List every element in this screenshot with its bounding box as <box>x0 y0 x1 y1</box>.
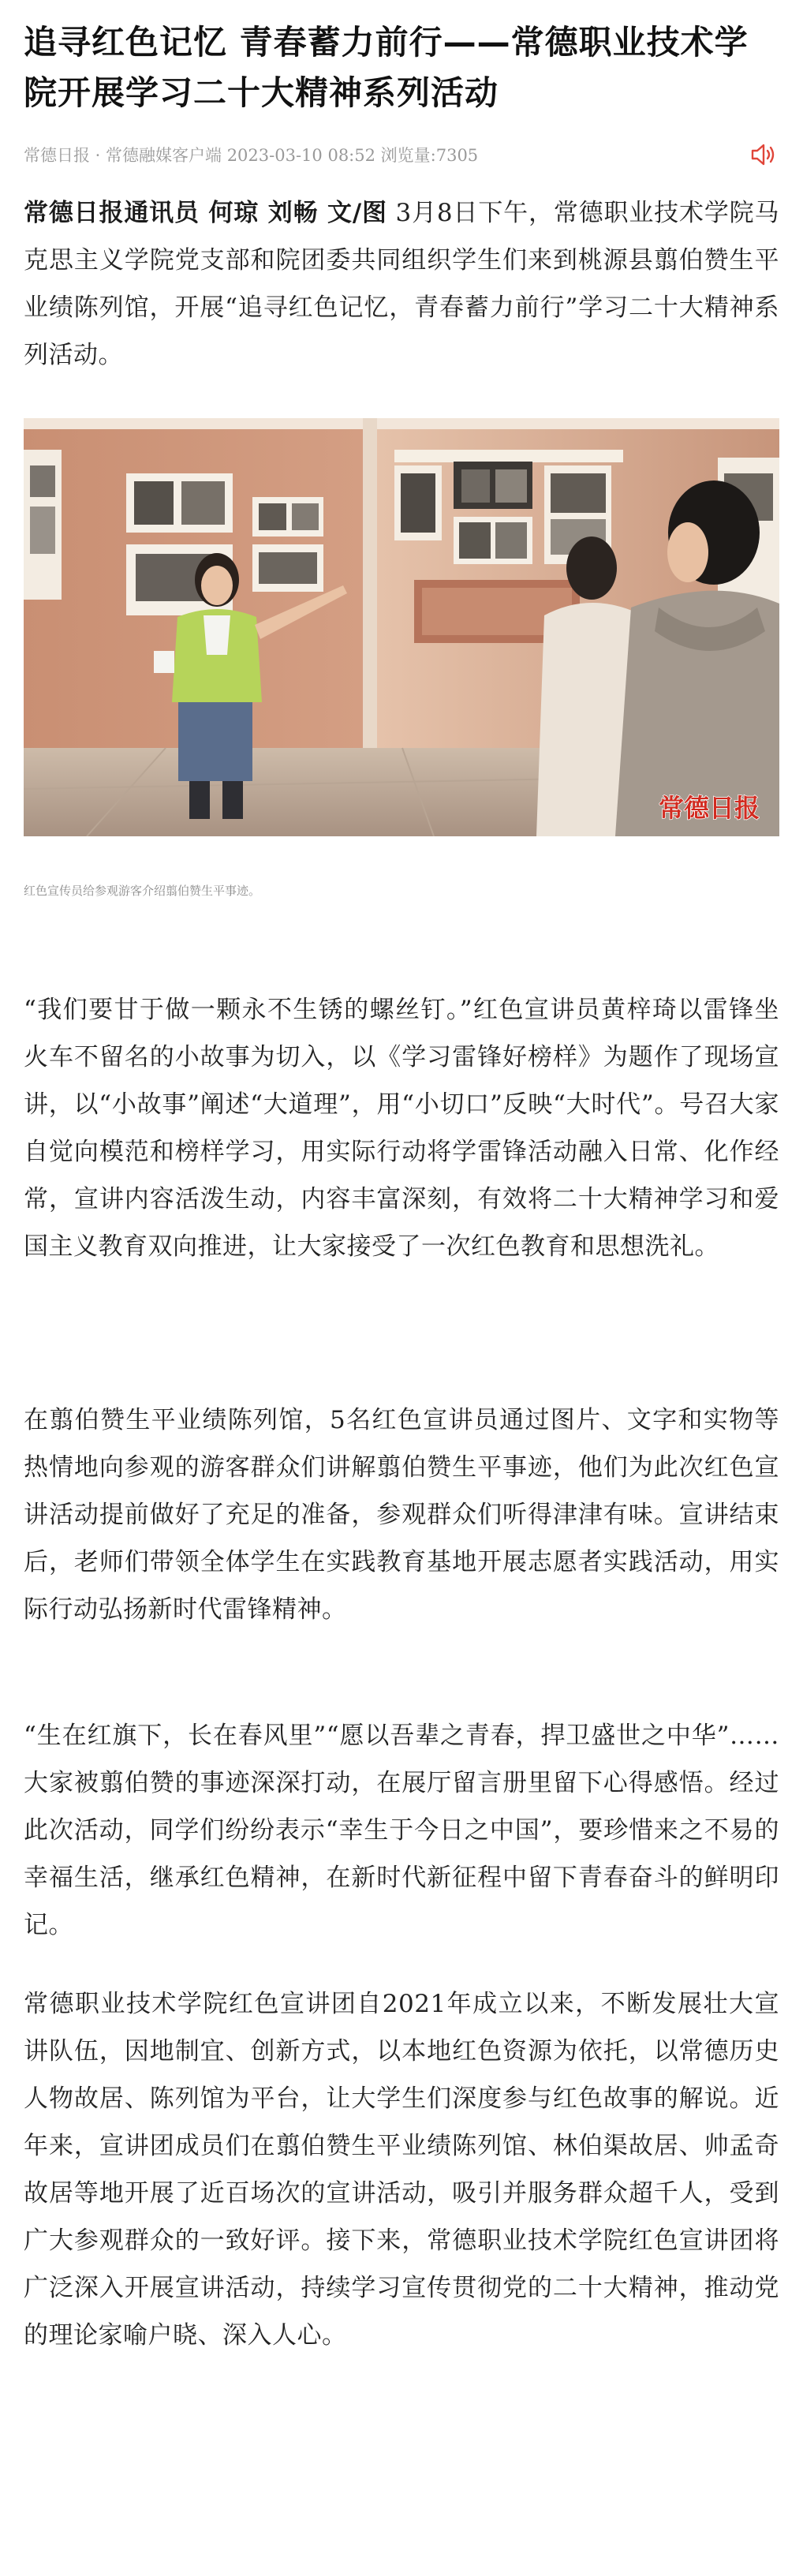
lead-text: 3月8日下午，常德职业技术学院马克思主义学院党支部和院团委共同组织学生们来到桃源县翦伯赞生平业绩陈列馆，开展“追寻红色记忆，青春蓄力前行”学习二十大精神系列活动。 <box>24 199 779 369</box>
lead-paragraph <box>24 189 779 379</box>
body-paragraph-4: 常德职业技术学院红色宣讲团自2021年成立以来，不断发展壮大宣讲队伍，因地制宜、创新方式，以本地红色资源为依托，以常德历史人物故居、陈列馆为平台，让大学生们深度参与红色故事的解说。近年来，宣讲团成员们在翦伯赞生平业绩陈列馆、林伯渠故居、帅孟奇故居等地开展了近百场次的宣讲活动，吸引并服务群众超千人，受到广大参观群众的一致好评。接下来，常德职业技术学院红色宣讲团将广泛深入开展宣讲活动，持续学习宣传贯彻党的二十大精神，推动党的理论家喻户晓、深入人心。 <box>24 1990 779 2350</box>
body-paragraph-1: “我们要甘于做一颗永不生锈的螺丝钉。”红色宣讲员黄梓琦以雷锋坐火车不留名的小故事为切入，以《学习雷锋好榜样》为题作了现场宣讲，以“小故事”阐述“大道理”，用“小切口”反映“大时代”。号召大家自觉向模范和榜样学习，用实际行动将学雷锋活动融入日常、化作经常，宣讲内容活泼生动，内容丰富深刻，有效将二十大精神学习和爱国主义教育双向推进，让大家接受了一次红色教育和思想洗礼。 <box>24 996 779 1261</box>
article-photo <box>24 418 779 836</box>
watermark-text: 常德日报 <box>659 793 760 823</box>
speaker-icon[interactable] <box>748 139 779 170</box>
speaker-icon-graphic <box>750 143 777 166</box>
exhibition-hall-photo <box>24 418 779 836</box>
byline: 常德日报通讯员 何琼 刘畅 文/图 <box>24 199 387 227</box>
watermark-logo <box>659 793 760 823</box>
body-paragraph-3: “生在红旗下，长在春风里”“愿以吾辈之青春，捍卫盛世之中华”……大家被翦伯赞的事迹深深打动，在展厅留言册里留下心得感悟。经过此次活动，同学们纷纷表示“幸生于今日之中国”，要珍惜来之不易的幸福生活，继承红色精神，在新时代新征程中留下青春奋斗的鲜明印记。 <box>24 1722 779 1939</box>
article-meta-row <box>24 139 779 170</box>
photo-caption: 红色宣传员给参观游客介绍翦伯赞生平事迹。 <box>24 884 261 898</box>
body-paragraph-2: 在翦伯赞生平业绩陈列馆，5名红色宣讲员通过图片、文字和实物等热情地向参观的游客群众们讲解翦伯赞生平事迹，他们为此次红色宣讲活动提前做好了充足的准备，参观群众们听得津津有味。宣讲结束后，老师们带领全体学生在实践教育基地开展志愿者实践活动，用实际行动弘扬新时代雷锋精神。 <box>24 1406 779 1624</box>
article-title: 追寻红色记忆 青春蓄力前行——常德职业技术学院开展学习二十大精神系列活动 <box>24 23 749 112</box>
article-meta: 常德日报 · 常德融媒客户端 2023-03-10 08:52 浏览量:7305 <box>24 146 479 165</box>
